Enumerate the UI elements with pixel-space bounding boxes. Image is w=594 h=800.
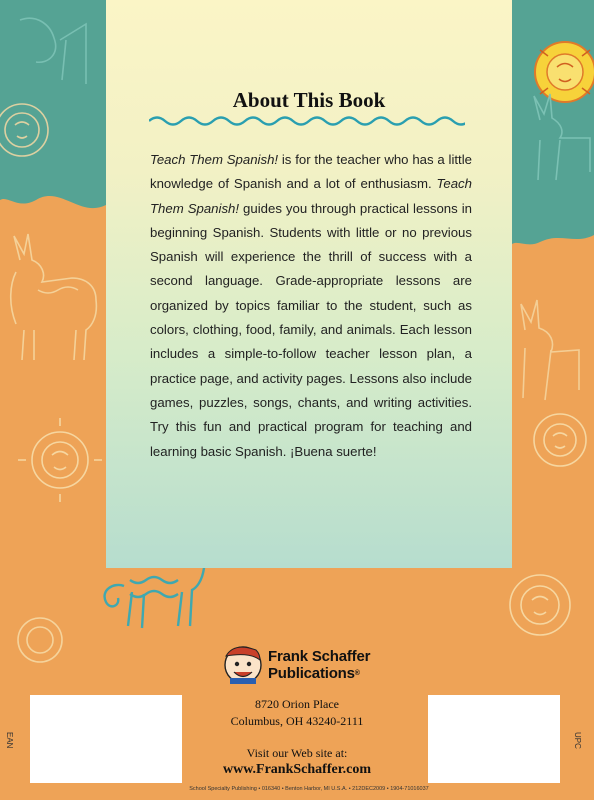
website-link[interactable]: www.FrankSchaffer.com [222, 762, 372, 777]
upc-label: UPC [573, 732, 582, 749]
sun-icon [510, 575, 570, 635]
book-title-italic: Teach Them Spanish! [150, 152, 279, 167]
teal-band-right [512, 0, 594, 244]
footer-imprint: School Specialty Publishing • 016340 • Benton Harbor, MI U.S.A. • 212DEC2009 • 1904-71016037 [189, 786, 429, 792]
publisher-name-line1: Frank Schaffer [268, 648, 371, 665]
ean-barcode-box [30, 695, 182, 783]
publisher-name-text: Publications [268, 665, 355, 682]
address-line2: Columbus, OH 43240-2111 [230, 714, 364, 728]
wave-divider [149, 114, 465, 128]
book-title-italic: Teach Them Spanish! [150, 176, 472, 216]
body-text-span: guides you through practical lessons in beginning Spanish. Students with little or no previous Spanish will experience the thrill of success with a second language. Grade-appropriate lessons are organized by topics familiar to the student, such as colors, clothing, food, family, and animals. Each lesson includes a simple-to-follow teacher lesson plan, a practice page, and activity pages. Lessons also include games, puzzles, songs, chants, and writing activities. Try this fun and practical program for teaching and learning basic Spanish. ¡Buena suerte! [150, 200, 472, 459]
sun-icon [18, 618, 62, 662]
mascot-face-icon [222, 642, 264, 686]
upc-barcode-box [428, 695, 560, 783]
ean-label: EAN [5, 732, 14, 749]
body-text-span: is for the teacher who has a little knowledge of Spanish and a lot of enthusiasm. [150, 152, 472, 192]
sun-logo-icon [535, 42, 594, 102]
sun-icon [18, 418, 102, 502]
registered-mark: ® [354, 670, 360, 677]
sun-icon [534, 414, 586, 466]
address-line1: 8720 Orion Place [255, 697, 339, 711]
about-body [150, 148, 472, 464]
publisher-name-line2 [268, 665, 360, 682]
page-title: About This Book [232, 88, 386, 112]
donkey-icon [11, 234, 97, 360]
donkey-icon [521, 300, 579, 400]
visit-text: Visit our Web site at: [246, 746, 348, 760]
